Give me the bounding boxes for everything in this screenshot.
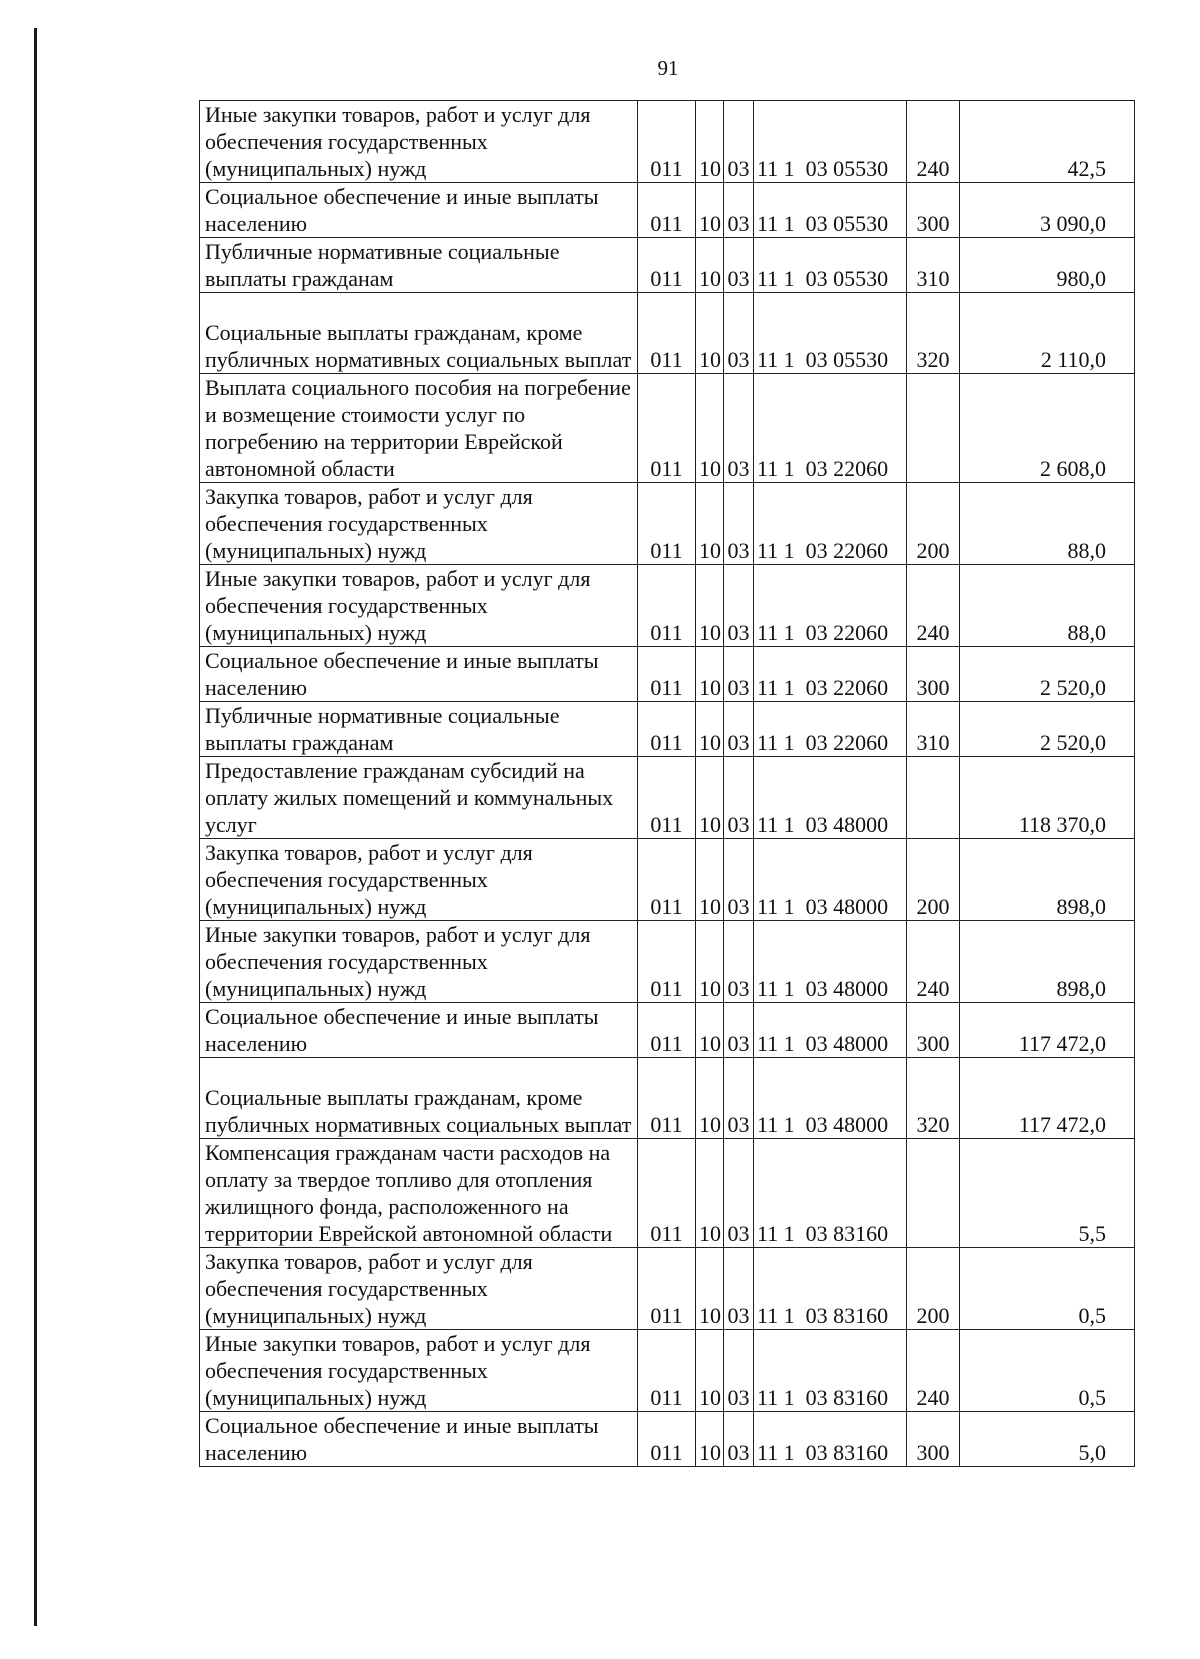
subsection-code: 03 — [724, 702, 754, 757]
row-name: Публичные нормативные социальные выплаты гражданам — [200, 238, 638, 293]
expense-type-code: 320 — [907, 1058, 960, 1139]
target-article-code: 11 1 03 48000 — [754, 1058, 907, 1139]
row-name: Публичные нормативные социальные выплаты гражданам — [200, 702, 638, 757]
table-row — [200, 1058, 1135, 1139]
amount: 5,0 — [960, 1412, 1135, 1467]
row-name: Иные закупки товаров, работ и услуг для обеспечения государственных (муниципальных) нужд — [200, 565, 638, 647]
subsection-code: 03 — [724, 483, 754, 565]
subsection-code: 03 — [724, 1330, 754, 1412]
table-row — [200, 565, 1135, 647]
table-row — [200, 921, 1135, 1003]
amount: 0,5 — [960, 1330, 1135, 1412]
subsection-code: 03 — [724, 757, 754, 839]
ministry-code: 011 — [638, 1058, 696, 1139]
section-code: 10 — [696, 101, 724, 183]
subsection-code: 03 — [724, 921, 754, 1003]
section-code: 10 — [696, 1248, 724, 1330]
target-article-code: 11 1 03 83160 — [754, 1139, 907, 1248]
ministry-code: 011 — [638, 757, 696, 839]
expense-type-code: 240 — [907, 101, 960, 183]
target-article-code: 11 1 03 22060 — [754, 374, 907, 483]
table-row — [200, 1003, 1135, 1058]
subsection-code: 03 — [724, 238, 754, 293]
subsection-code: 03 — [724, 1003, 754, 1058]
subsection-code: 03 — [724, 839, 754, 921]
expense-type-code: 310 — [907, 702, 960, 757]
row-name: Социальное обеспечение и иные выплаты населению — [200, 1412, 638, 1467]
amount: 0,5 — [960, 1248, 1135, 1330]
expense-type-code: 300 — [907, 647, 960, 702]
table-row — [200, 1248, 1135, 1330]
ministry-code: 011 — [638, 183, 696, 238]
amount: 898,0 — [960, 921, 1135, 1003]
target-article-code: 11 1 03 05530 — [754, 238, 907, 293]
section-code: 10 — [696, 921, 724, 1003]
section-code: 10 — [696, 1058, 724, 1139]
amount: 980,0 — [960, 238, 1135, 293]
ministry-code: 011 — [638, 101, 696, 183]
ministry-code: 011 — [638, 565, 696, 647]
amount: 5,5 — [960, 1139, 1135, 1248]
row-name: Иные закупки товаров, работ и услуг для обеспечения государственных (муниципальных) нужд — [200, 921, 638, 1003]
binding-margin-line — [34, 28, 37, 1626]
ministry-code: 011 — [638, 1003, 696, 1058]
expense-type-code: 200 — [907, 483, 960, 565]
target-article-code: 11 1 03 22060 — [754, 565, 907, 647]
subsection-code: 03 — [724, 1412, 754, 1467]
expense-type-code: 240 — [907, 1330, 960, 1412]
section-code: 10 — [696, 757, 724, 839]
row-name: Компенсация гражданам части расходов на оплату за твердое топливо для отопления жилищного фонда, расположенного на территории Еврейской автономной области — [200, 1139, 638, 1248]
subsection-code: 03 — [724, 293, 754, 374]
section-code: 10 — [696, 1139, 724, 1248]
table-row — [200, 483, 1135, 565]
amount: 118 370,0 — [960, 757, 1135, 839]
table-row — [200, 647, 1135, 702]
amount: 898,0 — [960, 839, 1135, 921]
target-article-code: 11 1 03 48000 — [754, 839, 907, 921]
section-code: 10 — [696, 238, 724, 293]
section-code: 10 — [696, 647, 724, 702]
table-row — [200, 183, 1135, 238]
table-row — [200, 1330, 1135, 1412]
expense-type-code: 200 — [907, 1248, 960, 1330]
subsection-code: 03 — [724, 1139, 754, 1248]
table-row — [200, 702, 1135, 757]
amount: 117 472,0 — [960, 1058, 1135, 1139]
ministry-code: 011 — [638, 293, 696, 374]
ministry-code: 011 — [638, 839, 696, 921]
page-number: 91 — [657, 56, 679, 80]
expense-type-code — [907, 1139, 960, 1248]
target-article-code: 11 1 03 48000 — [754, 921, 907, 1003]
section-code: 10 — [696, 839, 724, 921]
amount: 2 520,0 — [960, 647, 1135, 702]
target-article-code: 11 1 03 83160 — [754, 1412, 907, 1467]
row-name: Закупка товаров, работ и услуг для обеспечения государственных (муниципальных) нужд — [200, 839, 638, 921]
table-row — [200, 1412, 1135, 1467]
row-name: Социальное обеспечение и иные выплаты населению — [200, 647, 638, 702]
subsection-code: 03 — [724, 101, 754, 183]
section-code: 10 — [696, 293, 724, 374]
section-code: 10 — [696, 374, 724, 483]
expense-type-code: 320 — [907, 293, 960, 374]
ministry-code: 011 — [638, 647, 696, 702]
subsection-code: 03 — [724, 1248, 754, 1330]
row-name: Социальное обеспечение и иные выплаты населению — [200, 1003, 638, 1058]
expense-type-code — [907, 757, 960, 839]
row-name: Иные закупки товаров, работ и услуг для обеспечения государственных (муниципальных) нужд — [200, 101, 638, 183]
ministry-code: 011 — [638, 1139, 696, 1248]
section-code: 10 — [696, 183, 724, 238]
row-name: Социальные выплаты гражданам, кроме публичных нормативных социальных выплат — [200, 1058, 638, 1139]
row-name: Закупка товаров, работ и услуг для обеспечения государственных (муниципальных) нужд — [200, 1248, 638, 1330]
ministry-code: 011 — [638, 1330, 696, 1412]
ministry-code: 011 — [638, 1248, 696, 1330]
table-row — [200, 293, 1135, 374]
budget-table-body — [200, 101, 1135, 1467]
target-article-code: 11 1 03 05530 — [754, 101, 907, 183]
ministry-code: 011 — [638, 374, 696, 483]
amount: 2 110,0 — [960, 293, 1135, 374]
table-row — [200, 238, 1135, 293]
subsection-code: 03 — [724, 565, 754, 647]
section-code: 10 — [696, 702, 724, 757]
ministry-code: 011 — [638, 921, 696, 1003]
subsection-code: 03 — [724, 183, 754, 238]
amount: 3 090,0 — [960, 183, 1135, 238]
row-name: Иные закупки товаров, работ и услуг для обеспечения государственных (муниципальных) нужд — [200, 1330, 638, 1412]
subsection-code: 03 — [724, 374, 754, 483]
expense-type-code: 310 — [907, 238, 960, 293]
target-article-code: 11 1 03 05530 — [754, 183, 907, 238]
table-row — [200, 101, 1135, 183]
row-name: Выплата социального пособия на погребение и возмещение стоимости услуг по погребению на территории Еврейской автономной области — [200, 374, 638, 483]
target-article-code: 11 1 03 83160 — [754, 1330, 907, 1412]
amount: 2 608,0 — [960, 374, 1135, 483]
target-article-code: 11 1 03 22060 — [754, 483, 907, 565]
budget-table — [199, 100, 1135, 1467]
ministry-code: 011 — [638, 1412, 696, 1467]
row-name: Социальное обеспечение и иные выплаты населению — [200, 183, 638, 238]
section-code: 10 — [696, 1412, 724, 1467]
subsection-code: 03 — [724, 647, 754, 702]
expense-type-code: 240 — [907, 565, 960, 647]
target-article-code: 11 1 03 48000 — [754, 757, 907, 839]
amount: 88,0 — [960, 483, 1135, 565]
target-article-code: 11 1 03 22060 — [754, 647, 907, 702]
amount: 117 472,0 — [960, 1003, 1135, 1058]
subsection-code: 03 — [724, 1058, 754, 1139]
ministry-code: 011 — [638, 483, 696, 565]
target-article-code: 11 1 03 05530 — [754, 293, 907, 374]
expense-type-code: 240 — [907, 921, 960, 1003]
section-code: 10 — [696, 565, 724, 647]
row-name: Закупка товаров, работ и услуг для обеспечения государственных (муниципальных) нужд — [200, 483, 638, 565]
target-article-code: 11 1 03 83160 — [754, 1248, 907, 1330]
amount: 42,5 — [960, 101, 1135, 183]
expense-type-code: 300 — [907, 183, 960, 238]
expense-type-code — [907, 374, 960, 483]
ministry-code: 011 — [638, 702, 696, 757]
row-name: Предоставление гражданам субсидий на оплату жилых помещений и коммунальных услуг — [200, 757, 638, 839]
expense-type-code: 300 — [907, 1412, 960, 1467]
expense-type-code: 200 — [907, 839, 960, 921]
section-code: 10 — [696, 1003, 724, 1058]
table-row — [200, 757, 1135, 839]
table-row — [200, 374, 1135, 483]
expense-type-code: 300 — [907, 1003, 960, 1058]
section-code: 10 — [696, 1330, 724, 1412]
row-name: Социальные выплаты гражданам, кроме публичных нормативных социальных выплат — [200, 293, 638, 374]
table-row — [200, 839, 1135, 921]
target-article-code: 11 1 03 48000 — [754, 1003, 907, 1058]
amount: 2 520,0 — [960, 702, 1135, 757]
amount: 88,0 — [960, 565, 1135, 647]
ministry-code: 011 — [638, 238, 696, 293]
section-code: 10 — [696, 483, 724, 565]
target-article-code: 11 1 03 22060 — [754, 702, 907, 757]
table-row — [200, 1139, 1135, 1248]
